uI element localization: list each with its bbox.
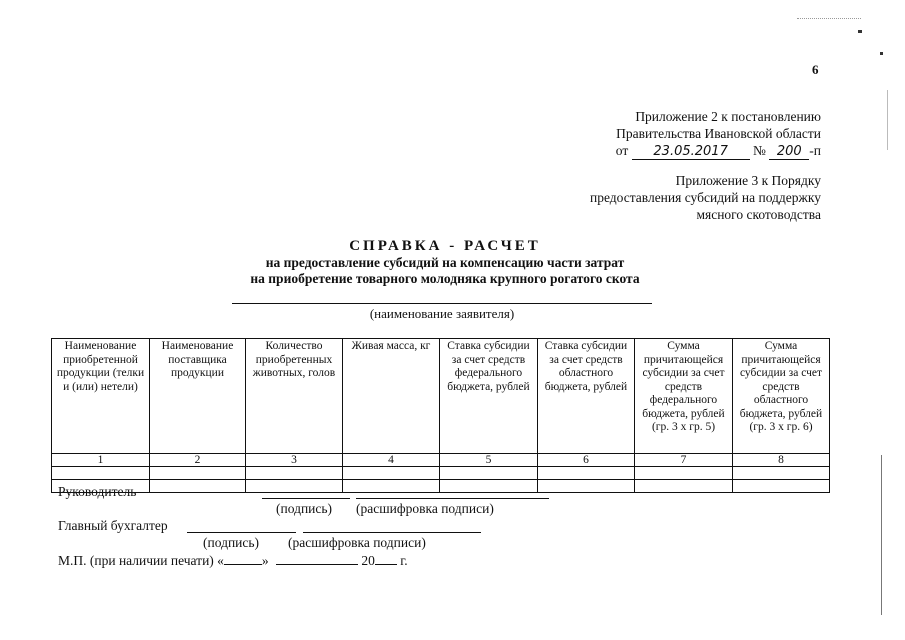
column-number: 4: [343, 454, 440, 467]
table-row: [52, 467, 830, 480]
column-number: 3: [246, 454, 343, 467]
head-decode-caption: (расшифровка подписи): [356, 501, 494, 516]
scan-speck: [858, 30, 862, 33]
header-cell: Сумма причитающейся субсидии за счет средств областного бюджета, рублей (гр. 3 x гр. 6): [733, 339, 830, 454]
header-cell: Сумма причитающейся субсидии за счет средств федерального бюджета, рублей (гр. 3 x гр. 5): [635, 339, 733, 454]
scan-edge-line: [881, 455, 882, 615]
column-number: 2: [150, 454, 246, 467]
head-label: Руководитель: [58, 484, 137, 499]
scan-speck: [880, 52, 883, 55]
column-number: 7: [635, 454, 733, 467]
year-suffix: г.: [400, 553, 408, 568]
column-number: 5: [440, 454, 538, 467]
annex-order-line1: Приложение 3 к Порядку: [675, 173, 821, 188]
scan-edge-line: [887, 90, 888, 150]
column-number-row: [52, 454, 830, 467]
table-row: [52, 480, 830, 493]
annex-order-block: [590, 172, 821, 223]
stamp-date-line: [58, 552, 408, 569]
table-cell: [538, 480, 635, 493]
accountant-decode-line: [303, 532, 481, 533]
calculation-table: [51, 338, 830, 493]
annex-decree-date-line: [616, 142, 821, 160]
header-cell: Наименование поставщика продукции: [150, 339, 246, 454]
table-cell: [733, 467, 830, 480]
column-number: 1: [52, 454, 150, 467]
scan-speck: [797, 18, 861, 19]
table-cell: [343, 480, 440, 493]
annex-decree-block: [616, 108, 821, 160]
table-header-row: [52, 339, 830, 454]
header-cell: Количество приобретенных животных, голов: [246, 339, 343, 454]
month-blank: [276, 552, 358, 565]
applicant-caption: (наименование заявителя): [369, 306, 515, 321]
table-cell: [440, 467, 538, 480]
column-number: 6: [538, 454, 635, 467]
quote-close: »: [261, 553, 269, 568]
table-cell: [52, 467, 150, 480]
year-prefix: 20: [361, 553, 375, 568]
decree-date: 23.05.2017: [632, 145, 750, 160]
table-cell: [246, 480, 343, 493]
accountant-decode-caption: (расшифровка подписи): [288, 535, 426, 550]
page-number: 6: [812, 62, 819, 77]
head-sign-line: [262, 498, 350, 499]
table-cell: [150, 480, 246, 493]
document-title: [230, 238, 660, 287]
day-blank: [224, 552, 262, 565]
table-cell: [246, 467, 343, 480]
annex-decree-line2: Правительства Ивановской области: [616, 126, 821, 141]
header-cell: Живая масса, кг: [343, 339, 440, 454]
annex-order-line2: предоставления субсидий на поддержку: [589, 190, 821, 205]
table-cell: [635, 467, 733, 480]
year-blank: [375, 552, 397, 565]
header-cell: Ставка субсидии за счет средств областного бюджета, рублей: [538, 339, 635, 454]
number-prefix: №: [753, 143, 766, 158]
table-cell: [440, 480, 538, 493]
annex-order-line3: мясного скотоводства: [696, 207, 821, 222]
date-prefix: от: [615, 143, 629, 158]
decree-number: 200: [769, 145, 809, 160]
header-cell: Наименование приобретенной продукции (телки и (или) нетели): [52, 339, 150, 454]
table-cell: [538, 467, 635, 480]
accountant-label: Главный бухгалтер: [58, 518, 168, 533]
table-cell: [635, 480, 733, 493]
accountant-sign-line: [187, 532, 296, 533]
accountant-sign-caption: (подпись): [203, 535, 260, 550]
table-cell: [733, 480, 830, 493]
head-sign-caption: (подпись): [276, 501, 333, 516]
annex-decree-line1: Приложение 2 к постановлению: [635, 109, 821, 124]
table-cell: [343, 467, 440, 480]
applicant-name-line: [232, 303, 652, 304]
stamp-label: М.П. (при наличии печати) «: [58, 553, 224, 568]
head-decode-line: [356, 498, 549, 499]
table-cell: [150, 467, 246, 480]
title-line3: на приобретение товарного молодняка крупного рогатого скота: [250, 271, 640, 286]
title-line2: на предоставление субсидий на компенсацию части затрат: [265, 255, 625, 270]
column-number: 8: [733, 454, 830, 467]
number-suffix: -п: [809, 143, 821, 158]
header-cell: Ставка субсидии за счет средств федерального бюджета, рублей: [440, 339, 538, 454]
title-main: СПРАВКА - РАСЧЕТ: [349, 238, 541, 254]
